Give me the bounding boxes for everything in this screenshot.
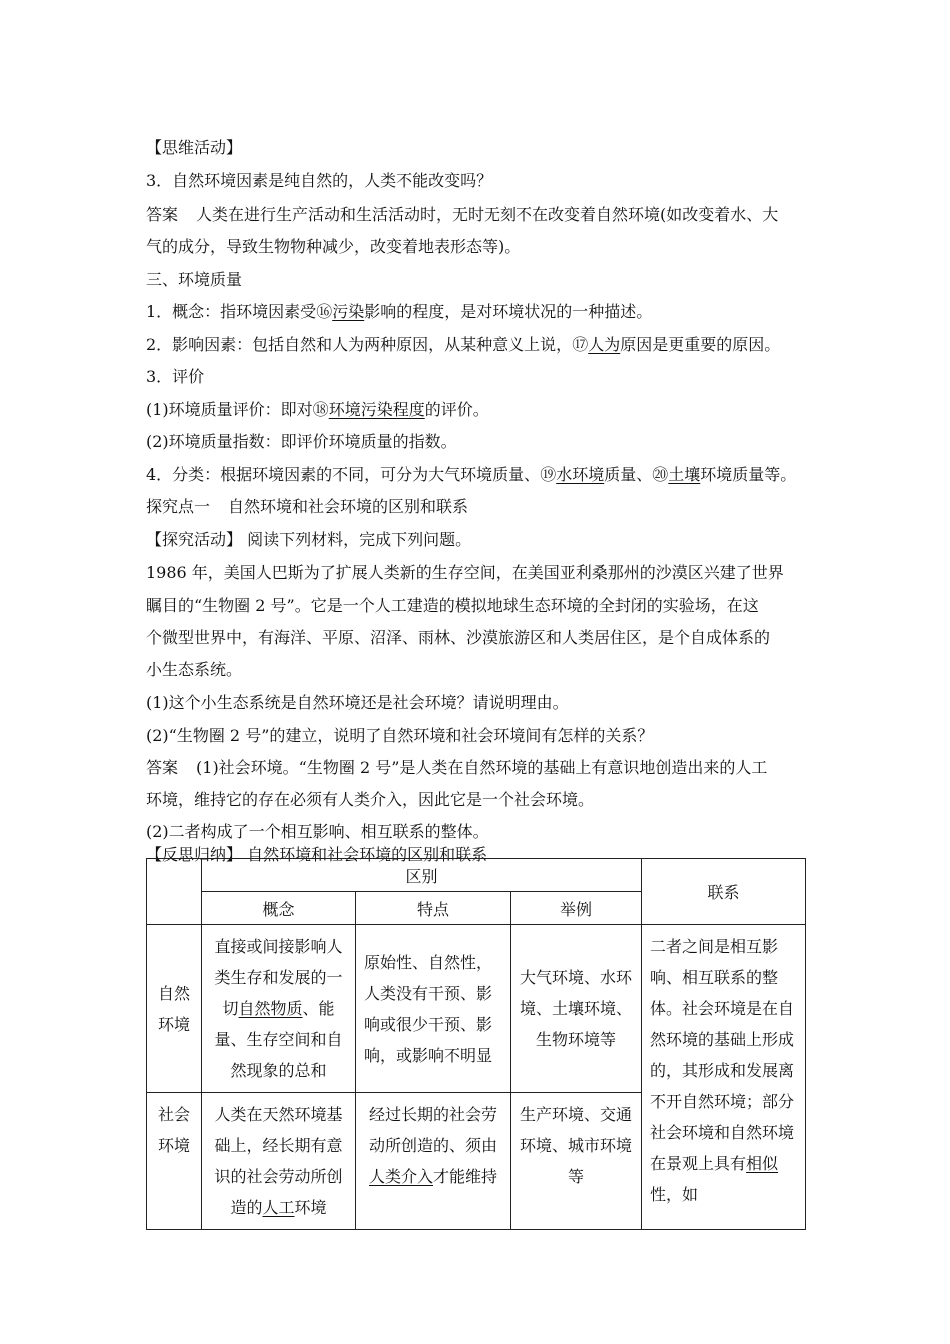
explore-question-2: (2)“生物圈 2 号”的建立，说明了自然环境和社会环境间有怎样的关系？ [146,726,654,745]
natural-feature-cell: 原始性、自然性，人类没有干预、影响或很少干预、影响，或影响不明显 [356,925,511,1093]
quality-evaluation-2: (2)环境质量指数：即评价环境质量的指数。 [146,432,457,451]
answer-label: 答案 [146,758,179,777]
comparison-table [146,858,806,1230]
quality-evaluation-1: (1)环境质量评价：即对⑱环境污染程度的评价。 [146,400,489,419]
explore-question-1: (1)这个小生态系统是自然环境还是社会环境？请说明理由。 [146,693,569,712]
header-difference: 区别 [202,859,642,892]
thinking-header: 【思维活动】 [146,138,243,157]
explore-point-heading: 探究点一 自然环境和社会环境的区别和联系 [146,497,469,516]
quality-evaluation: 3．评价 [146,367,205,386]
connection-cell: 二者之间是相互影响、相互联系的整体。社会环境是在自然环境的基础上形成的，其形成和发展离不开自然环境；部分社会环境和自然环境在景观上具有相似性，如 [642,925,806,1230]
social-feature-cell: 经过长期的社会劳动所创造的、须由人类介入才能维持 [356,1093,511,1230]
blank-marker: ⑲ [540,465,557,484]
material-line1: 1986 年，美国人巴斯为了扩展人类新的生存空间，在美国亚利桑那州的沙漠区兴建了世界 [146,563,784,582]
row-label-social: 社会 环境 [147,1093,202,1230]
section-heading-quality: 三、环境质量 [146,270,243,289]
header-concept: 概念 [202,892,356,925]
explore-activity: 【探究活动】 阅读下列材料，完成下列问题。 [146,530,472,549]
explore-answer-line2: 环境，维持它的存在必须有人类介入，因此它是一个社会环境。 [146,790,595,809]
quality-concept: 1．概念：指环境因素受⑯污染影响的程度，是对环境状况的一种描述。 [146,302,653,321]
quality-factors: 2．影响因素：包括自然和人为两种原因，从某种意义上说，⑰人为原因是更重要的原因。 [146,335,781,354]
reflect-header: 【反思归纳】 [146,845,243,864]
table-corner-cell [147,859,202,925]
explore-answer-line1: 答案 (1)社会环境。“生物圈 2 号”是人类在自然环境的基础上有意识地创造出来的人工 [146,758,768,777]
blank-answer: 土壤 [668,465,701,484]
activity-header: 【探究活动】 [146,530,243,549]
quality-classification: 4．分类：根据环境因素的不同，可分为大气环境质量、⑲水环境质量、⑳土壤环境质量等。 [146,465,797,484]
material-line4: 小生态系统。 [146,660,243,679]
question-3: 3．自然环境因素是纯自然的，人类不能改变吗？ [146,171,493,190]
reflect-heading: 【反思归纳】 自然环境和社会环境的区别和联系 [146,845,488,864]
blank-marker: ⑱ [312,400,329,419]
blank-marker: ⑯ [316,302,333,321]
answer-3-line2: 气的成分，导致生物物种减少，改变着地表形态等)。 [146,237,521,256]
header-feature: 特点 [356,892,511,925]
header-example: 举例 [511,892,642,925]
explore-answer-line3: (2)二者构成了一个相互影响、相互联系的整体。 [146,822,489,841]
table-row-natural [147,925,806,1093]
social-concept-cell: 人类在天然环境基础上，经长期有意识的社会劳动所创造的人工环境 [202,1093,356,1230]
table-header-row [147,859,806,892]
blank-marker: ⑰ [572,335,589,354]
blank-answer: 环境污染程度 [328,400,425,419]
row-label-natural: 自然 环境 [147,925,202,1093]
material-line2: 瞩目的“生物圈 2 号”。它是一个人工建造的模拟地球生态环境的全封闭的实验场，在这 [146,596,759,615]
blank-marker: ⑳ [652,465,669,484]
social-example-cell: 生产环境、交通环境、城市环境等 [511,1093,642,1230]
natural-example-cell: 大气环境、水环境、土壤环境、生物环境等 [511,925,642,1093]
blank-answer: 污染 [332,302,365,321]
answer-text: 人类在进行生产活动和生活活动时，无时无刻不在改变着自然环境(如改变着水、大 [196,205,779,224]
blank-answer: 人为 [588,335,621,354]
natural-concept-cell: 直接或间接影响人类生存和发展的一切自然物质、能量、生存空间和自然现象的总和 [202,925,356,1093]
answer-3-line1 [146,205,778,225]
blank-answer: 水环境 [556,465,605,484]
answer-label: 答案 [146,205,179,224]
material-line3: 个微型世界中，有海洋、平原、沼泽、雨林、沙漠旅游区和人类居住区，是个自成体系的 [146,628,771,647]
header-connection: 联系 [642,859,806,925]
